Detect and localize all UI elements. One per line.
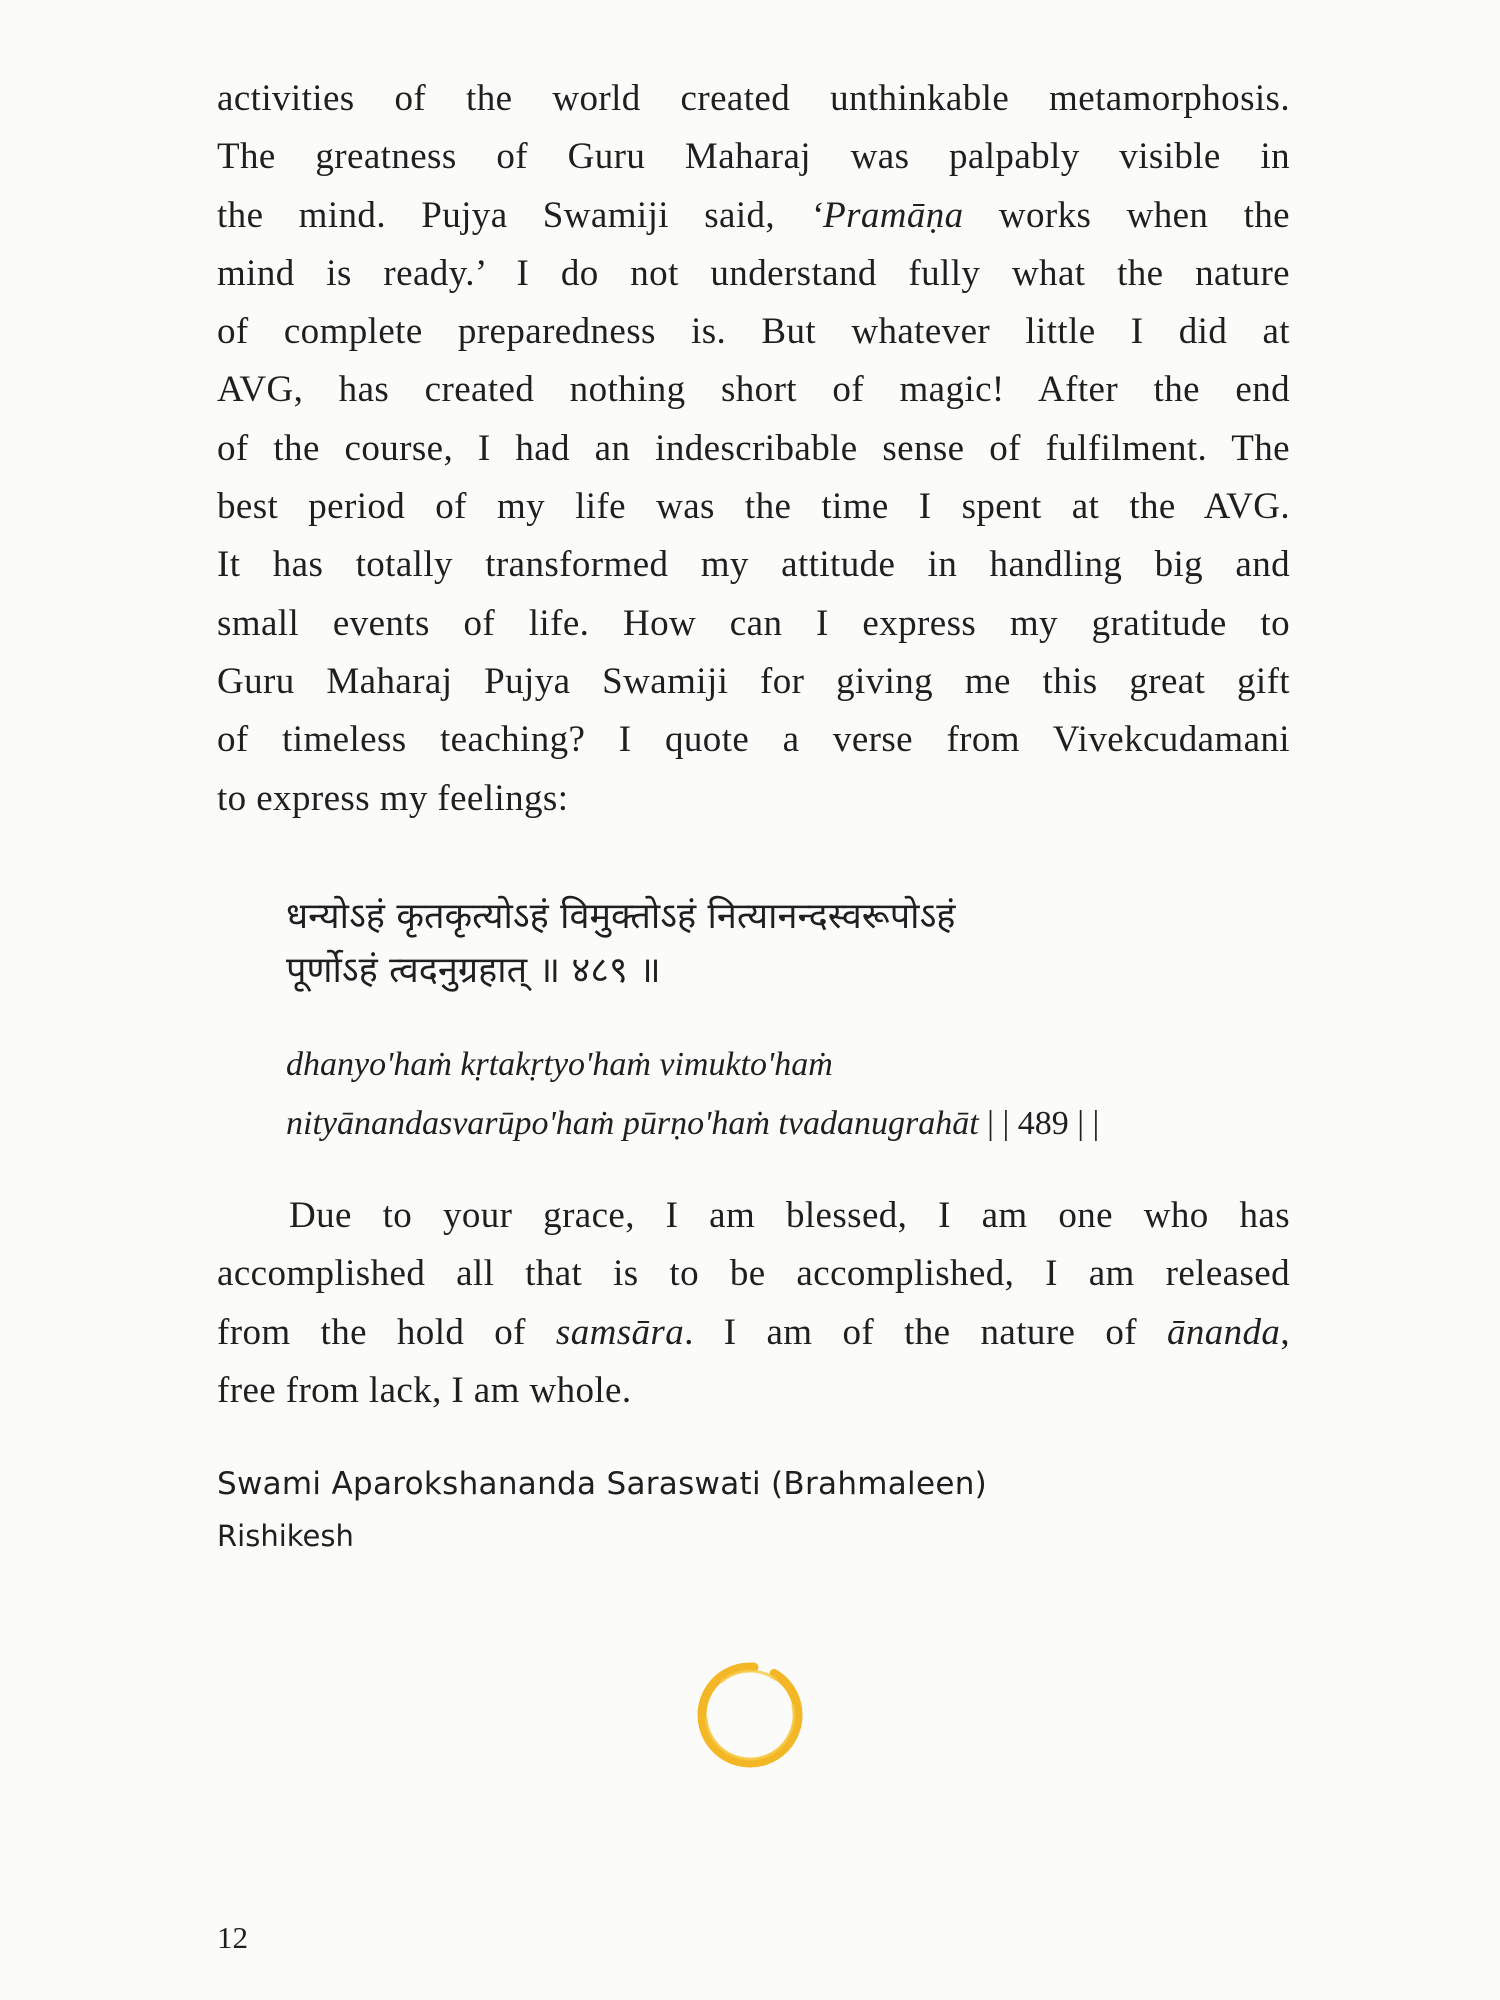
text-line: small events of life. How can I express my gratitude to [217, 602, 1290, 644]
yellow-brush-circle-icon [690, 1655, 810, 1775]
verse-number: | | 489 | | [978, 1105, 1100, 1142]
author-name: Swami Aparokshananda Saraswati (Brahmaleen) [217, 1466, 988, 1502]
text-line: Guru Maharaj Pujya Swamiji for giving me this great gift [217, 660, 1290, 702]
text-line: The greatness of Guru Maharaj was palpably visible in [217, 136, 1290, 178]
text-line: AVG, has created nothing short of magic! After the end [217, 369, 1290, 411]
body-paragraph-2 [217, 1187, 1290, 1420]
text-fragment: , [1280, 1311, 1290, 1353]
text-line: free from lack, I am whole. [217, 1369, 632, 1411]
translit-text: nityānandasvarūpo'haṁ pūrṇo'haṁ tvadanugrahāt [286, 1105, 979, 1142]
text-fragment: from the hold of [217, 1311, 556, 1353]
author-place: Rishikesh [217, 1519, 354, 1553]
italic-term-samsara: samsāra [555, 1311, 685, 1353]
text-fragment: works when the [998, 194, 1291, 236]
text-line: activities of the world created unthinkable metamorphosis. [217, 78, 1290, 119]
italic-term-pramana: ‘Pramāṇa [810, 194, 964, 236]
text-line: to express my feelings: [217, 777, 569, 819]
italic-term-ananda: ānanda [1166, 1311, 1281, 1353]
devanagari-line: पूर्णोऽहं त्वदनुग्रहात् ॥ ४८९ ॥ [286, 950, 661, 991]
text-line: accomplished all that is to be accomplished, I am released [217, 1253, 1290, 1295]
translit-line: dhanyo'haṁ kṛtakṛtyo'haṁ vimukto'haṁ [286, 1046, 833, 1083]
text-fragment: . I am of the nature of [684, 1311, 1167, 1353]
body-paragraph-1 [217, 70, 1290, 828]
text-line: best period of my life was the time I spent at the AVG. [217, 486, 1290, 528]
text-line: of complete preparedness is. But whatever little I did at [217, 311, 1290, 353]
page-number: 12 [217, 1920, 248, 1955]
text-line: mind is ready.’ I do not understand fully what the nature [217, 252, 1290, 294]
text-line [217, 187, 1290, 245]
text-line [217, 1304, 1290, 1362]
text-fragment: the mind. Pujya Swamiji said, [217, 194, 811, 236]
text-line: It has totally transformed my attitude in handling big and [217, 544, 1290, 586]
devanagari-line: धन्योऽहं कृतकृत्योऽहं विमुक्तोऽहं नित्यानन्दस्वरूपोऽहं [286, 896, 956, 937]
text-line: of the course, I had an indescribable sense of fulfilment. The [217, 427, 1290, 469]
translit-line [286, 1094, 1286, 1153]
text-line: of timeless teaching? I quote a verse from Vivekcudamani [217, 719, 1290, 761]
transliteration [286, 1035, 1286, 1153]
sanskrit-verse [286, 890, 1286, 998]
text-line: Due to your grace, I am blessed, I am one who has [289, 1195, 1290, 1236]
